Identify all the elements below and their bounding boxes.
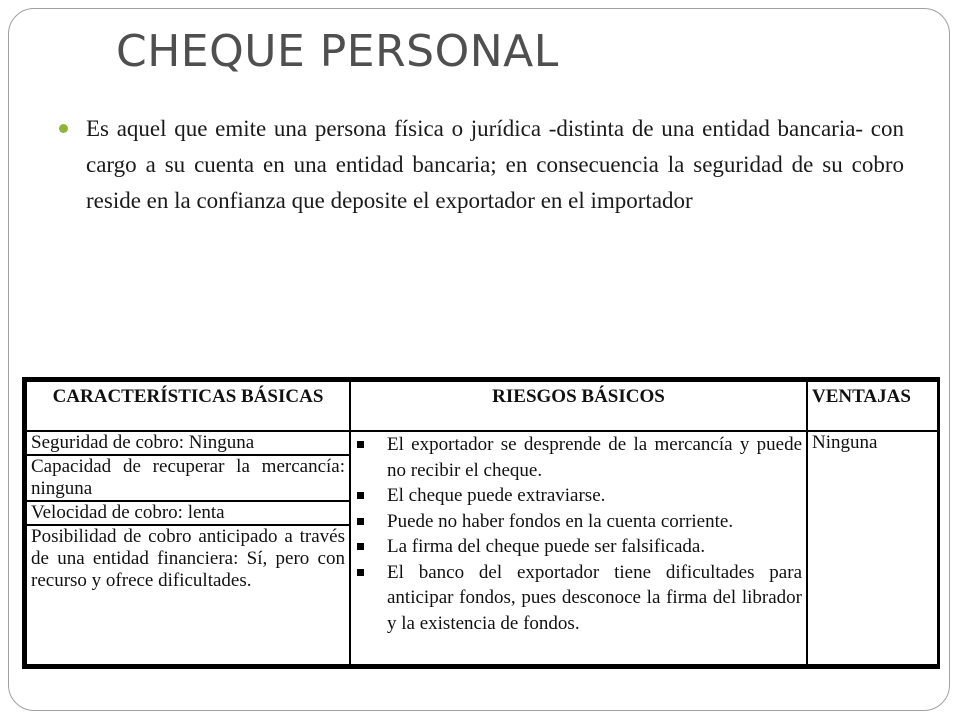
caracteristica-cell: Posibilidad de cobro anticipado a través de una entidad financiera: Sí, pero con recurso y ofrece dificultades. (26, 525, 350, 665)
bullet-dot-icon (59, 124, 68, 133)
caracteristica-cell: Velocidad de cobro: lenta (26, 501, 350, 525)
riesgo-item (355, 560, 802, 637)
riesgo-text: Puede no haber fondos en la cuenta corriente. (387, 510, 734, 532)
cheque-table-grid (25, 380, 939, 666)
square-bullet-icon (357, 492, 364, 499)
riesgo-item (355, 483, 802, 509)
caracteristica-cell: Seguridad de cobro: Ninguna (26, 431, 350, 455)
header-caracteristicas: CARACTERÍSTICAS BÁSICAS (26, 381, 350, 431)
bullet-paragraph: Es aquel que emite una persona física o jurídica -distinta de una entidad bancaria- con cargo a su cuenta en una entidad bancaria; en consecuencia la seguridad de su cobro reside en la confianza que deposite el exportador en el importador (86, 116, 904, 213)
square-bullet-icon (357, 569, 364, 576)
table-row (26, 431, 938, 455)
riesgo-text: El cheque puede extraviarse. (387, 485, 606, 506)
riesgos-list (355, 432, 802, 636)
riesgo-text: El exportador se desprende de la mercancía y puede no recibir el cheque. (387, 434, 802, 481)
square-bullet-icon (357, 441, 364, 448)
ventajas-cell: Ninguna (807, 431, 938, 665)
slide-title: CHEQUE PERSONAL (116, 26, 559, 77)
header-riesgos: RIESGOS BÁSICOS (350, 381, 807, 431)
table-header-row (26, 381, 938, 431)
riesgo-item (355, 432, 802, 483)
header-ventajas: VENTAJAS (807, 381, 938, 431)
square-bullet-icon (357, 543, 364, 550)
caracteristica-cell: Capacidad de recuperar la mercancía: ninguna (26, 455, 350, 501)
riesgos-cell (350, 431, 807, 665)
riesgo-text: El banco del exportador tiene dificultades para anticipar fondos, pues desconoce la firma del librador y la existencia de fondos. (387, 561, 802, 634)
riesgo-item (355, 509, 802, 535)
cheque-table (22, 377, 940, 669)
riesgo-text: La firma del cheque puede ser falsificada. (387, 536, 706, 557)
riesgo-item (355, 534, 802, 560)
square-bullet-icon (357, 518, 364, 525)
